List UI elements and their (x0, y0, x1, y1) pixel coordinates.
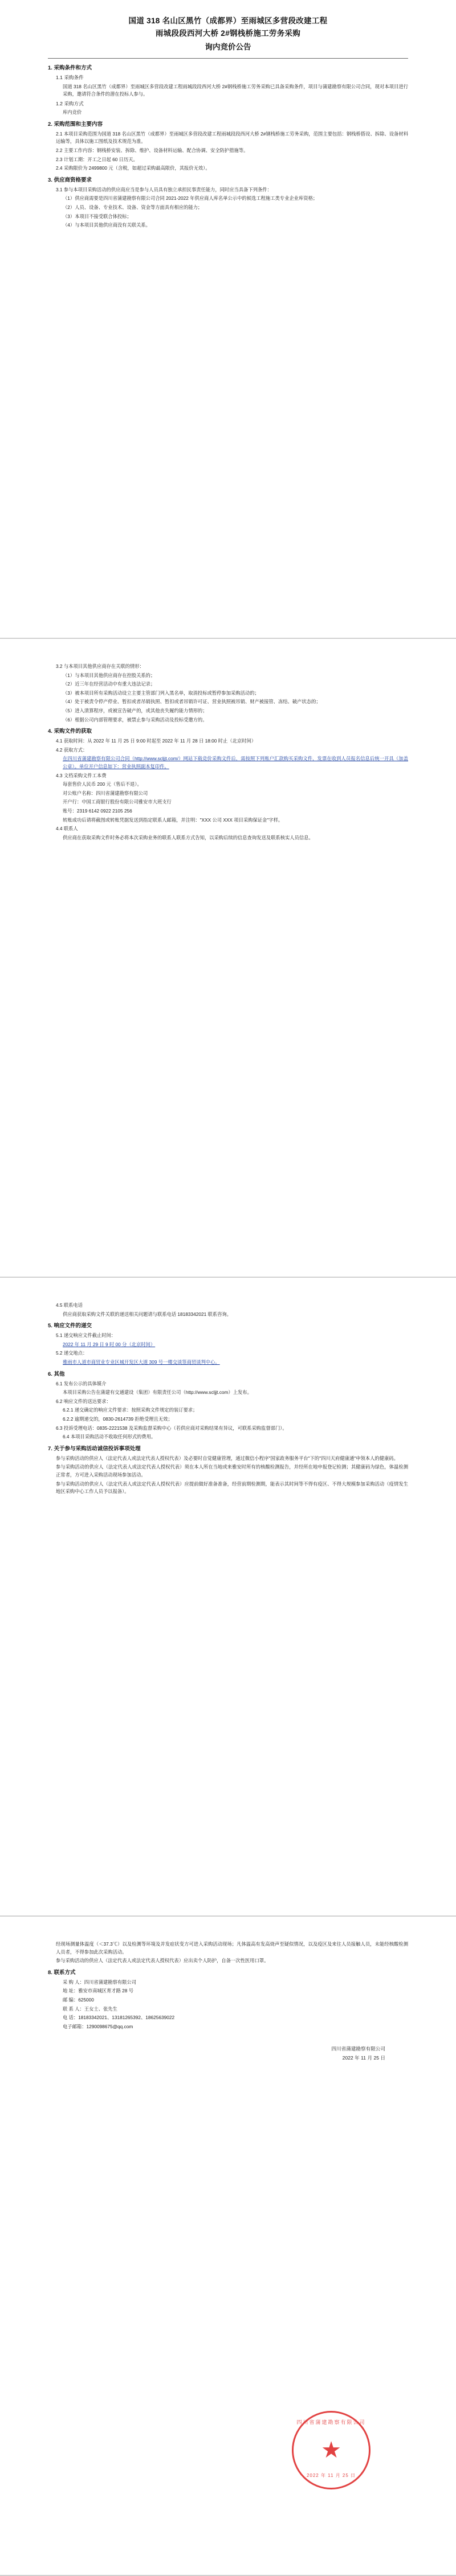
paragraph-1-1: 国道 318 名山区黑竹（成都界）至雨城区多营段改建工程雨城段段西河大桥 2#钢栈桥施工劳务采购已具备采购条件，项目与蒲建勘察有限公司合同，现对本项目进行采购，邀请符合条件的潜在投标人参与。 (63, 83, 408, 97)
section-heading-4: 4. 采购文件的获取 (48, 728, 92, 735)
section-heading-6: 6. 其他 (48, 1371, 65, 1377)
paragraph-3-1: 3.1 参与本项目采购活动的供应商应当是参与人员具有独立承担民事责任能力，同时应当具备下列条件： (56, 186, 272, 192)
section-heading-2: 2. 采购范围和主要内容 (48, 121, 103, 128)
paragraph-3-2-d: （4）处于被责令停产停业、暂扣或者吊销执照、暂扣或者吊销许可证、营业执照被吊销、财产被接管、冻结、破产状态的； (63, 699, 321, 705)
section-heading-5: 5. 响应文件的递交 (48, 1323, 92, 1330)
contact-postcode: 邮 编：625000 (63, 1996, 94, 2003)
contact-purchaser: 采 购 人：四川省蒲建勘察有限公司 (63, 1979, 137, 1985)
paragraph-6-2-1: 6.2.1 递交确定的响应文件要求：按照采购文件规定的装订要求； (63, 1407, 198, 1413)
document-page-4 (0, 1917, 456, 2576)
paragraph-6-2-2: 6.2.2 逾期递交的，0830-2614739 拒绝受理且无效； (63, 1416, 173, 1422)
paragraph-2-3: 2.3 计划工期：开工之日起 60 日历天。 (56, 156, 138, 162)
paragraph-6-4: 6.4 本项目采购活动不收取任何形式的费用。 (63, 1434, 156, 1440)
contact-phone: 电 话：18183342021、13181265392、18625639022 (63, 2015, 175, 2021)
official-seal (292, 2411, 370, 2489)
page-subtitle: 询内竞价公告 (205, 43, 251, 51)
section-heading-7: 7. 关于参与采购活动诚信投诉事项处理 (48, 1445, 141, 1452)
paragraph-3-1-d: （4）与本项目其他供应商没有关联关系。 (63, 222, 150, 228)
paragraph-3-2-c: （3）被本项目所有采购活动设立主要主管部门列入黑名单，取消投标或暂停参加采购活动的； (63, 690, 259, 696)
paragraph-7-2: 参与采购活动的供应人（法定代表人或法定代表人授权代表）须在本人所在当地或来雅安时所有的核酸检测报告，并经所在地申报登记检测；其健康码为绿色，体温检测正常者，方可进入采购活动现场参加活动。 (56, 1464, 408, 1478)
paragraph-4-5: 4.5 联系电话 (56, 1302, 83, 1308)
paragraph-4-3-price: 每套售价人民币 200 元（售后不退）。 (63, 781, 142, 787)
document-page-2 (0, 639, 456, 1278)
paragraph-3-2-b: （2）近三年在经营活动中有重大违法记录； (63, 681, 156, 687)
paragraph-6-2: 6.2 响应文件的送达要求： (56, 1398, 111, 1404)
paragraph-6-1: 6.1 发布公示的具体媒介 (56, 1380, 107, 1387)
paragraph-4-3-note: 转账成功后请将截图或转账凭据发送到指定联系人邮箱，并注明："XXX 公司 XXX 项目采购保证金"字样。 (63, 817, 283, 823)
seal-star-icon: ★ (321, 2438, 341, 2463)
subsection-1-1: 1.1 采购条件 (56, 75, 84, 80)
title-divider (48, 58, 408, 59)
paragraph-4-3-account-name: 对公账户名称：四川省蒲建勘察有限公司 (63, 790, 148, 796)
page-title-line2: 雨城段段西河大桥 2#钢栈桥施工劳务采购 (155, 29, 301, 38)
paragraph-3-2: 3.2 与本项目其他供应商存在关联的情形： (56, 663, 144, 669)
paragraph-4-4: 4.4 联系人 (56, 826, 78, 832)
paragraph-6-3: 6.3 投诉受理电话：0835-2221538 及采购监督采购中心（若供应商对采购结果有异议，可联系采购监督部门）。 (56, 1425, 287, 1431)
signature-date: 2022 年 11 月 25 日 (342, 2055, 385, 2061)
page-title-line1: 国道 318 名山区黑竹（成都界）至雨城区多营段改建工程 (128, 17, 328, 25)
paragraph-7-5: 参与采购活动的供应人（法定代表人或法定代表人授权代表）应出卖个人防护，自备一次性医用口罩。 (56, 1958, 269, 1964)
paragraph-3-1-c: （3）本项目不接受联合体投标； (63, 213, 132, 219)
paragraph-3-1-a: （1）供应商需要是四川省蒲建勘察有限公司合同 2021-2022 年供应商人库名单公示中的候选工程施工类专业企业库资格； (63, 195, 318, 202)
paragraph-3-2-a: （1）与本项目其他供应商存在控股关系的； (63, 672, 156, 678)
paragraph-7-3: 参与采购活动的供应人（法定代表人或法定代表人授权代表）应提前做好准备准备，经营前期检测期，能表示其时间等不得有疫区、不得大规模参加采购活动（疫情发生地区采购中心工作人员予以报备）。 (56, 1480, 408, 1495)
paragraph-4-4-detail: 供应商在获取采购文件时务必将本次采购业务的联系人联系方式告知，以采购后续的信息查询发送及联系核实人员信息。 (63, 834, 314, 840)
seal-bottom-text: 2022 年 11 月 25 日 (306, 2473, 356, 2478)
paragraph-6-1-detail: 本项目采购公告在蒲建有交通建设（集团）有限责任公司（http://www.scljjt.com）上发布。 (63, 1389, 252, 1396)
paragraph-7-1: 参与采购活动的供应人（法定代表人或法定代表人授权代表）及必要时自觉健康管理，通过微信小程序"国家政务服务平台"下的"四川天府健康通"申领本人的健康码。 (56, 1455, 398, 1461)
paragraph-4-2: 4.2 获取方式： (56, 746, 88, 753)
paragraph-2-4: 2.4 采购限价为 2499800 元（含税，如超过采购最高限价，其报价无效）。 (56, 165, 210, 171)
section-heading-1: 1. 采购条件和方式 (48, 65, 92, 71)
paragraph-5-2: 5.2 递交地点： (56, 1350, 88, 1356)
paragraph-4-3-bank: 开户行：中国工商银行股份有限公司雅安市大班支行 (63, 799, 172, 805)
paragraph-3-1-b: （2）人员、设备、专业技术、设备、资金等方面具有相应的能力； (63, 204, 203, 210)
paragraph-2-1: 2.1 本项目采购范围为国道 318 名山区黑竹（成都界）至雨城区多营段改建工程雨城段段西河大桥 2#钢栈桥施工劳务采购，范围主要包括：钢栈桥搭设、拆除、设备材料运输等，具体以施工图纸及技术规范为准。 (56, 130, 408, 145)
paragraph-5-1-deadline: 2022 年 11 月 29 日 9 时 00 分（北京时间） (63, 1341, 156, 1347)
paragraph-7-4: 经现场测量体温度（＜37.3℃）以及检测等环境及并发症状变方可进入采购活动现场；凡体温高有发高烧声至疑似情况，以及疫区及来往人员接触人员，未能经核酸检测人员者，不得参加此次采购活动。 (56, 1941, 408, 1955)
contact-address: 地 址：雅安市南城区育才路 28 号 (63, 1988, 134, 1994)
paragraph-3-2-e: （5）进入清算程序，或被宣告破产的，或其他丧失履约能力情形的； (63, 707, 207, 713)
paragraph-4-1: 4.1 获取时间：从 2022 年 11 月 25 日 9:00 时起至 2022 年 11 月 28 日 18:00 时止（北京时间） (56, 738, 256, 744)
document-page-1 (0, 0, 456, 639)
subsection-1-2: 1.2 采购方式 (56, 100, 84, 106)
signature-block (48, 2044, 408, 2062)
paragraph-5-1: 5.1 递交响应文件截止时间： (56, 1332, 116, 1339)
paragraph-4-3-account-number: 账号：2319 6142 0922 2105 256 (63, 807, 132, 814)
contact-person: 联 系 人：王女士、张先生 (63, 2005, 117, 2012)
paragraph-3-2-f: （6）根据公司内部管理要求，被禁止参与采购活动及投标受邀方的。 (63, 716, 207, 723)
paragraph-4-2-detail[interactable]: 在四川省蒲建勘察有限公司合同（http://www.scljjt.com/）网站下载竞价采购文件后，需按照下列账户汇款购买采购文件，发票在收到人员报名信息后统一开具（加盖公章）。单位开户信息如下：营业执照副本复印件。 (63, 756, 408, 769)
document-page-3 (0, 1278, 456, 1917)
paragraph-1-2: 库内竞价 (63, 109, 82, 116)
contact-email: 电子邮箱：1290098675@qq.com (63, 2023, 133, 2029)
signature-company: 四川省蒲建勘察有限公司 (331, 2046, 385, 2052)
paragraph-2-2: 2.2 主要工作内容：钢栈桥安装、拆除、维护、设备材料运输、配合协调、安全防护措施等。 (56, 147, 249, 153)
seal-top-text: 四川省蒲建勘察有限公司 (296, 2419, 366, 2425)
section-heading-3: 3. 供应商资格要求 (48, 177, 92, 183)
paragraph-4-5-detail: 供应商获取采购文件关联的递送相关问题请与联系电话 18183342021 联系咨询。 (63, 1311, 231, 1317)
section-heading-8: 8. 联系方式 (48, 1969, 76, 1976)
paragraph-4-3: 4.3 文档采购文件工本费 (56, 772, 107, 778)
paragraph-5-2-location: 雅雨市人道市商贸业专业区城开发区大道 309 号一楼交谈签商贸谈判中心。 (63, 1359, 220, 1365)
